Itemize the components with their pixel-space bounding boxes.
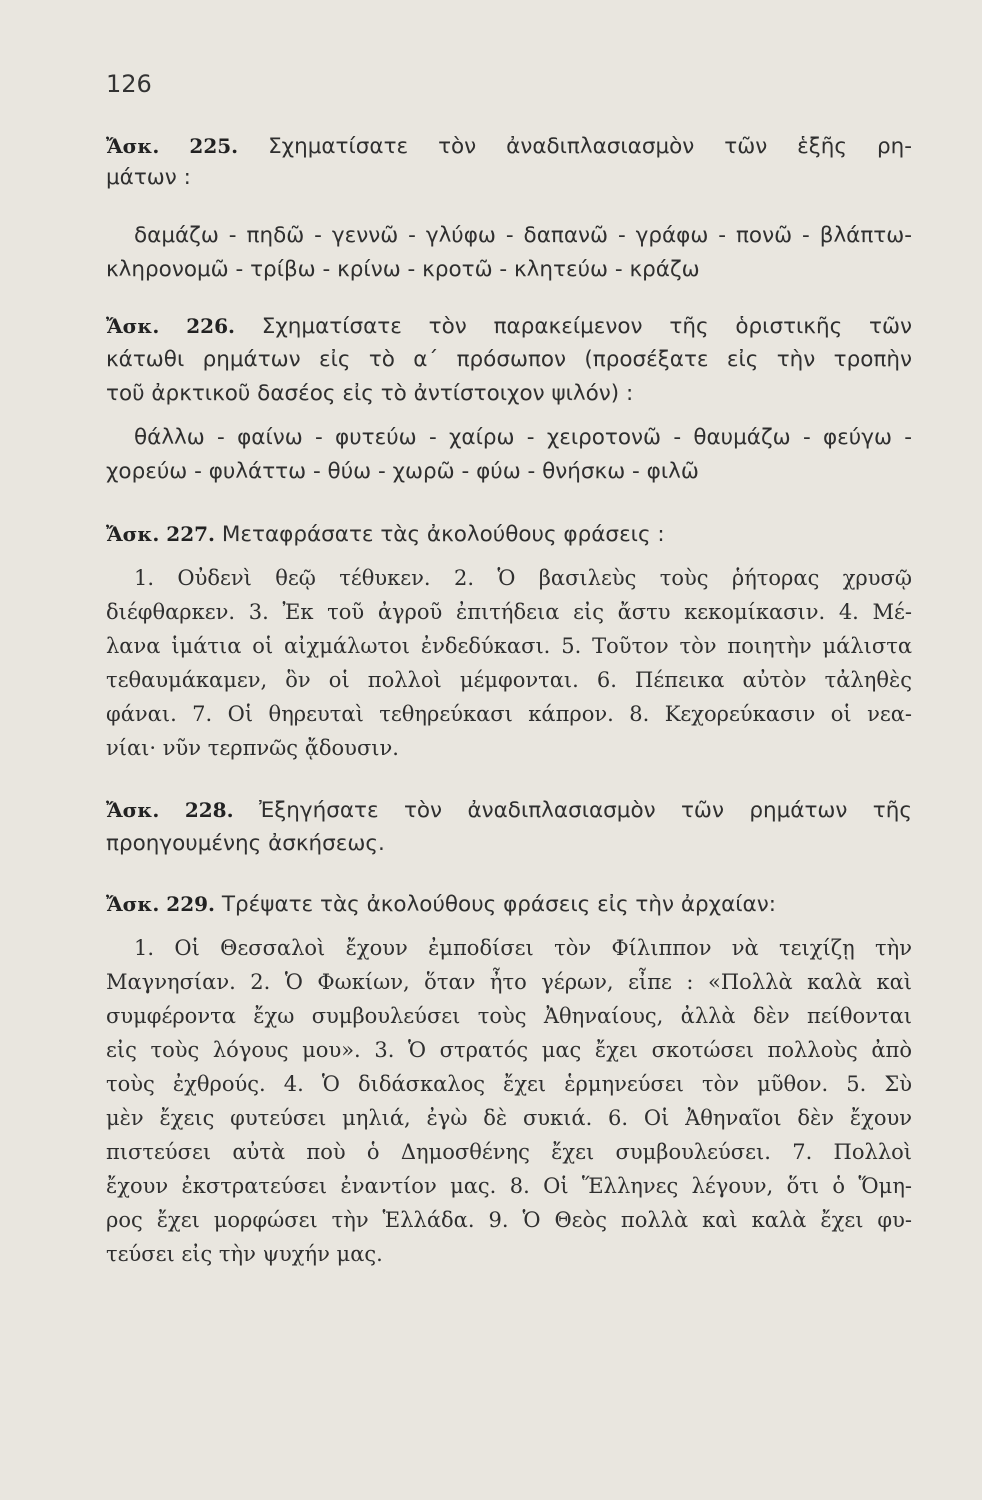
exercise-229-line-7: πιστεύσει αὐτὰ ποὺ ὁ Δημοσθένης ἔχει συμβουλεύσει. 7. Πολλοὶ xyxy=(106,1140,912,1164)
exercise-228-instruction-line-2: προηγουμένης ἀσκήσεως. xyxy=(106,831,385,856)
exercise-227-instruction-line xyxy=(106,520,665,549)
exercise-225-words-line-2: κληρονομῶ - τρίβω - κρίνω - κροτῶ - κλητεύω - κράζω xyxy=(106,257,700,282)
exercise-229-instruction-line xyxy=(106,890,776,919)
exercise-225-instruction-line-1 xyxy=(106,132,912,161)
exercise-229-line-6: μὲν ἔχεις φυτεύσει μηλιά, ἐγὼ δὲ συκιά. 6. Οἱ Ἀθηναῖοι δὲν ἔχουν xyxy=(106,1106,912,1130)
exercise-227-line-1: 1. Οὐδενὶ θεῷ τέθυκεν. 2. Ὁ βασιλεὺς τοὺς ῥήτορας χρυσῷ xyxy=(134,566,912,590)
exercise-227-instruction-text: Μεταφράσατε τὰς ἀκολούθους φράσεις : xyxy=(221,522,665,547)
exercise-227-line-6: νίαι· νῦν τερπνῶς ᾄδουσιν. xyxy=(106,736,399,760)
exercise-229-line-2: Μαγνησίαν. 2. Ὁ Φωκίων, ὅταν ἦτο γέρων, εἶπε : «Πολλὰ καλὰ καὶ xyxy=(106,970,912,994)
exercise-225-label: Ἄσκ. 225. xyxy=(106,134,239,158)
exercise-226-instruction-line-2: κάτωθι ρημάτων εἰς τὸ α΄ πρόσωπον (προσέξατε εἰς τὴν τροπὴν xyxy=(106,347,912,372)
exercise-225-words-line-1: δαμάζω - πηδῶ - γεννῶ - γλύφω - δαπανῶ - γράφω - πονῶ - βλάπτω- xyxy=(134,223,912,248)
exercise-229-label: Ἄσκ. 229. xyxy=(106,892,216,916)
exercise-226-label: Ἄσκ. 226. xyxy=(106,314,235,338)
exercise-225-instruction-line-2: μάτων : xyxy=(106,165,191,190)
exercise-226-instruction-text: Σχηματίσατε τὸν παρακείμενον τῆς ὁριστικῆς τῶν xyxy=(261,314,912,339)
exercise-226-instruction-line-3: τοῦ ἀρκτικοῦ δασέος εἰς τὸ ἀντίστοιχον ψιλόν) : xyxy=(106,381,634,406)
exercise-229-instruction-text: Τρέψατε τὰς ἀκολούθους φράσεις εἰς τὴν ἀρχαίαν: xyxy=(221,892,776,917)
exercise-228-instruction-text: Ἐξηγήσατε τὸν ἀναδιπλασιασμὸν τῶν ρημάτων τῆς xyxy=(258,798,912,823)
exercise-229-line-10: τεύσει εἰς τὴν ψυχήν μας. xyxy=(106,1242,383,1266)
exercise-225-instruction-text: Σχηματίσατε τὸν ἀναδιπλασιασμὸν τῶν ἑξῆς ρη- xyxy=(268,134,912,159)
exercise-226-instruction-line-1 xyxy=(106,312,912,341)
exercise-229-line-1: 1. Οἱ Θεσσαλοὶ ἔχουν ἐμποδίσει τὸν Φίλιππον νὰ τειχίζῃ τὴν xyxy=(134,936,912,960)
exercise-228-label: Ἄσκ. 228. xyxy=(106,798,234,822)
exercise-229-line-8: ἔχουν ἐκστρατεύσει ἐναντίον μας. 8. Οἱ Ἕλληνες λέγουν, ὅτι ὁ Ὅμη- xyxy=(106,1174,912,1198)
page-number: 126 xyxy=(106,70,152,98)
exercise-227-line-2: διέφθαρκεν. 3. Ἐκ τοῦ ἀγροῦ ἐπιτήδεια εἰς ἄστυ κεκομίκασιν. 4. Μέ- xyxy=(106,600,912,624)
exercise-229-line-3: συμφέροντα ἔχω συμβουλεύσει τοὺς Ἀθηναίους, ἀλλὰ δὲν πείθονται xyxy=(106,1004,912,1028)
exercise-227-line-3: λανα ἱμάτια οἱ αἰχμάλωτοι ἐνδεδύκασι. 5. Τοῦτον τὸν ποιητὴν μάλιστα xyxy=(106,634,912,658)
exercise-228-instruction-line-1 xyxy=(106,796,912,825)
exercise-229-line-4: εἰς τοὺς λόγους μου». 3. Ὁ στρατός μας ἔχει σκοτώσει πολλοὺς ἀπὸ xyxy=(106,1038,912,1062)
exercise-226-words-line-1: θάλλω - φαίνω - φυτεύω - χαίρω - χειροτονῶ - θαυμάζω - φεύγω - xyxy=(134,425,912,450)
exercise-229-line-5: τοὺς ἐχθρούς. 4. Ὁ διδάσκαλος ἔχει ἑρμηνεύσει τὸν μῦθον. 5. Σὺ xyxy=(106,1072,912,1096)
exercise-229-line-9: ρος ἔχει μορφώσει τὴν Ἑλλάδα. 9. Ὁ Θεὸς πολλὰ καὶ καλὰ ἔχει φυ- xyxy=(106,1208,912,1232)
exercise-227-line-4: τεθαυμάκαμεν, ὃν οἱ πολλοὶ μέμφονται. 6. Πέπεικα αὐτὸν τἀληθὲς xyxy=(106,668,912,692)
exercise-227-label: Ἄσκ. 227. xyxy=(106,522,216,546)
exercise-226-words-line-2: χορεύω - φυλάττω - θύω - χωρῶ - φύω - θνήσκω - φιλῶ xyxy=(106,459,699,484)
exercise-227-line-5: φάναι. 7. Οἱ θηρευταὶ τεθηρεύκασι κάπρον. 8. Κεχορεύκασιν οἱ νεα- xyxy=(106,702,912,726)
